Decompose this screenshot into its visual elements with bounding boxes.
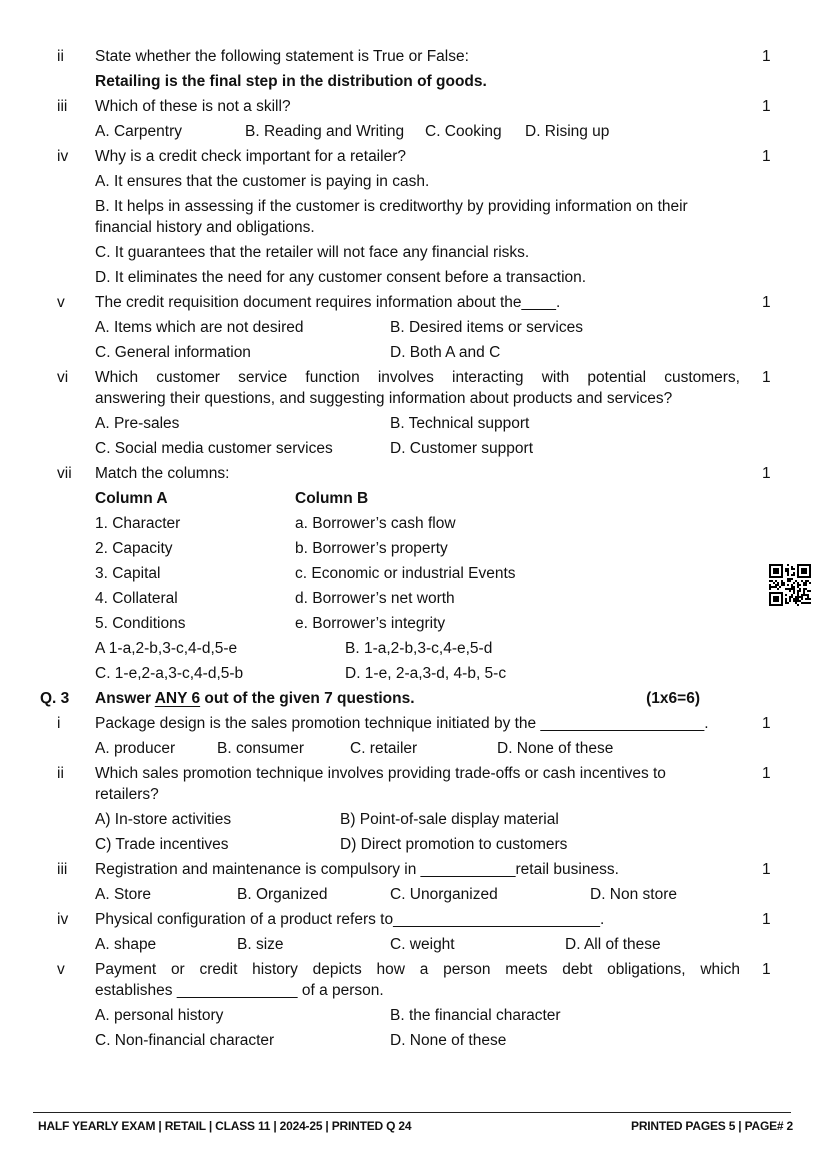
option-item: B. Technical support xyxy=(390,415,530,432)
question-text xyxy=(95,146,762,167)
option-item: C. weight xyxy=(390,936,455,953)
option-item: B. Organized xyxy=(237,886,328,903)
question-text xyxy=(95,96,762,117)
options-row xyxy=(40,563,792,584)
marks-scheme: (1x6=6) xyxy=(646,690,700,707)
answer-line xyxy=(40,71,792,92)
question-text xyxy=(95,638,762,659)
marks-value: 1 xyxy=(762,715,771,732)
question-text xyxy=(95,242,762,263)
question-text xyxy=(95,563,762,584)
question-text xyxy=(95,196,762,238)
footer-divider xyxy=(33,1112,791,1113)
question-number: vii xyxy=(57,465,72,482)
option-item: B) Point-of-sale display material xyxy=(340,811,559,828)
text-line: State whether the following statement is True or False: xyxy=(95,48,469,65)
marks-value: 1 xyxy=(762,911,771,928)
option-item: C. Non-financial character xyxy=(95,1032,275,1049)
options-row xyxy=(40,121,792,142)
options-row xyxy=(40,934,792,955)
option-item: C. Cooking xyxy=(425,123,502,140)
question-number: v xyxy=(57,294,65,311)
question-text xyxy=(95,809,762,830)
question-text xyxy=(95,438,762,459)
question-text xyxy=(95,738,762,759)
text-line: answering their questions, and suggesting information about products and services? xyxy=(95,390,673,407)
question-number: iv xyxy=(57,911,69,928)
question-text xyxy=(95,267,762,288)
marks-value: 1 xyxy=(762,961,771,978)
option-item: B. the financial character xyxy=(390,1007,561,1024)
question-number: ii xyxy=(57,48,64,65)
option-item: A. Store xyxy=(95,886,151,903)
question-text xyxy=(95,1005,762,1026)
options-row xyxy=(40,1030,792,1051)
text-line: Why is a credit check important for a retailer? xyxy=(95,148,406,165)
question-row xyxy=(40,292,792,313)
qr-code xyxy=(769,564,811,606)
question-number: iii xyxy=(57,98,68,115)
question-text xyxy=(95,763,762,805)
underlined-text: ANY 6 xyxy=(154,690,201,707)
marks-value: 1 xyxy=(762,98,771,115)
option-item: C. Social media customer services xyxy=(95,440,333,457)
question-row xyxy=(40,96,792,117)
question-text xyxy=(95,463,762,484)
option-item: D. Customer support xyxy=(390,440,533,457)
column-header: Column B xyxy=(295,490,369,507)
question-text xyxy=(95,1030,762,1051)
answer-line xyxy=(40,267,792,288)
options-row xyxy=(40,884,792,905)
question-number: vi xyxy=(57,369,69,386)
option-item: B. size xyxy=(237,936,284,953)
question-text xyxy=(95,342,762,363)
answer-line xyxy=(40,171,792,192)
marks-value: 1 xyxy=(762,765,771,782)
option-item: C. retailer xyxy=(350,740,418,757)
question-row xyxy=(40,367,792,409)
text-line: C. It guarantees that the retailer will not face any financial risks. xyxy=(95,244,530,261)
match-cell: b. Borrower’s property xyxy=(295,540,448,557)
options-row xyxy=(40,342,792,363)
question-row xyxy=(40,909,792,930)
question-text xyxy=(95,884,762,905)
option-item: D. None of these xyxy=(390,1032,507,1049)
marks-value: 1 xyxy=(762,465,771,482)
option-item: D. None of these xyxy=(497,740,614,757)
match-cell: a. Borrower’s cash flow xyxy=(295,515,456,532)
option-item: C. General information xyxy=(95,344,251,361)
options-row xyxy=(40,834,792,855)
question-text xyxy=(95,959,762,1001)
question-text xyxy=(95,834,762,855)
question-row xyxy=(40,463,792,484)
match-cell: 1. Character xyxy=(95,515,181,532)
option-item: B. Desired items or services xyxy=(390,319,583,336)
question-row xyxy=(40,713,792,734)
question-text xyxy=(95,367,762,409)
option-item: B. consumer xyxy=(217,740,305,757)
options-row xyxy=(40,413,792,434)
option-item: A. shape xyxy=(95,936,157,953)
match-cell: 4. Collateral xyxy=(95,590,178,607)
header-text: Answer xyxy=(95,690,155,707)
option-item: A. producer xyxy=(95,740,176,757)
section-header-row xyxy=(40,688,792,709)
option-item: C) Trade incentives xyxy=(95,836,229,853)
question-number: ii xyxy=(57,765,64,782)
options-row xyxy=(40,613,792,634)
answer-line xyxy=(40,196,792,238)
text-line: Which customer service function involves interacting with potential customers, xyxy=(95,369,740,386)
question-text xyxy=(95,46,762,67)
text-line: B. It helps in assessing if the customer is creditworthy by providing information on their xyxy=(95,198,688,215)
question-text xyxy=(95,121,762,142)
text-line: Retailing is the final step in the distribution of goods. xyxy=(95,73,487,90)
option-item: A) In-store activities xyxy=(95,811,232,828)
options-row xyxy=(40,738,792,759)
question-text xyxy=(95,413,762,434)
marks-value: 1 xyxy=(762,48,771,65)
question-number: iii xyxy=(57,861,68,878)
option-item: D. Both A and C xyxy=(390,344,501,361)
options-row xyxy=(40,588,792,609)
question-text xyxy=(95,588,762,609)
text-line: Payment or credit history depicts how a person meets debt obligations, which xyxy=(95,961,740,978)
question-rows xyxy=(40,46,792,1055)
question-row xyxy=(40,146,792,167)
option-item: A. personal history xyxy=(95,1007,224,1024)
question-text xyxy=(95,688,762,709)
question-text xyxy=(95,71,762,92)
option-item: D. 1-e, 2-a,3-d, 4-b, 5-c xyxy=(345,665,507,682)
option-item: A. Items which are not desired xyxy=(95,319,304,336)
text-line: The credit requisition document requires information about the____. xyxy=(95,294,561,311)
question-number: v xyxy=(57,961,65,978)
question-text xyxy=(95,513,762,534)
question-text xyxy=(95,859,762,880)
footer-exam-info: HALF YEARLY EXAM | RETAIL | CLASS 11 | 2024-25 | PRINTED Q 24 xyxy=(38,1119,412,1133)
options-row xyxy=(40,638,792,659)
question-row xyxy=(40,46,792,67)
text-line: D. It eliminates the need for any customer consent before a transaction. xyxy=(95,269,587,286)
option-item: B. 1-a,2-b,3-c,4-e,5-d xyxy=(345,640,493,657)
match-cell: e. Borrower’s integrity xyxy=(295,615,446,632)
question-text xyxy=(95,613,762,634)
question-row xyxy=(40,959,792,1001)
text-line: financial history and obligations. xyxy=(95,219,315,236)
option-item: A 1-a,2-b,3-c,4-d,5-e xyxy=(95,640,238,657)
options-row xyxy=(40,663,792,684)
match-cell: c. Economic or industrial Events xyxy=(295,565,516,582)
question-text xyxy=(95,663,762,684)
column-header: Column A xyxy=(95,490,168,507)
option-item: A. Carpentry xyxy=(95,123,183,140)
option-item: D. All of these xyxy=(565,936,661,953)
options-row xyxy=(40,438,792,459)
option-item: B. Reading and Writing xyxy=(245,123,405,140)
option-item: D) Direct promotion to customers xyxy=(340,836,568,853)
option-item: C. 1-e,2-a,3-c,4-d,5-b xyxy=(95,665,244,682)
options-row xyxy=(40,538,792,559)
question-row xyxy=(40,763,792,805)
footer-page-info: PRINTED PAGES 5 | PAGE# 2 xyxy=(631,1119,793,1133)
match-cell: d. Borrower’s net worth xyxy=(295,590,455,607)
options-row xyxy=(40,513,792,534)
marks-value: 1 xyxy=(762,369,771,386)
text-line: Match the columns: xyxy=(95,465,230,482)
question-text xyxy=(95,934,762,955)
question-text xyxy=(95,292,762,313)
question-text xyxy=(95,713,762,734)
options-row xyxy=(40,317,792,338)
text-line: Registration and maintenance is compulsory in ___________retail business. xyxy=(95,861,619,878)
question-number: iv xyxy=(57,148,69,165)
match-cell: 3. Capital xyxy=(95,565,161,582)
question-text xyxy=(95,909,762,930)
option-item: C. Unorganized xyxy=(390,886,498,903)
text-line: retailers? xyxy=(95,786,159,803)
text-line: Package design is the sales promotion technique initiated by the ___________________. xyxy=(95,715,709,732)
question-text xyxy=(95,317,762,338)
options-row xyxy=(40,809,792,830)
text-line: A. It ensures that the customer is paying in cash. xyxy=(95,173,430,190)
option-item: D. Non store xyxy=(590,886,678,903)
question-text xyxy=(95,488,762,509)
options-row xyxy=(40,488,792,509)
match-cell: 5. Conditions xyxy=(95,615,186,632)
text-line: Physical configuration of a product refers to________________________. xyxy=(95,911,605,928)
question-number: Q. 3 xyxy=(40,690,70,707)
question-number: i xyxy=(57,715,61,732)
marks-value: 1 xyxy=(762,148,771,165)
option-item: D. Rising up xyxy=(525,123,610,140)
text-line: establishes ______________ of a person. xyxy=(95,982,384,999)
header-text: out of the given 7 questions. xyxy=(200,690,415,707)
marks-value: 1 xyxy=(762,294,771,311)
answer-line xyxy=(40,242,792,263)
question-text xyxy=(95,171,762,192)
text-line: Which of these is not a skill? xyxy=(95,98,291,115)
option-item: A. Pre-sales xyxy=(95,415,180,432)
question-row xyxy=(40,859,792,880)
options-row xyxy=(40,1005,792,1026)
marks-value: 1 xyxy=(762,861,771,878)
question-text xyxy=(95,538,762,559)
match-cell: 2. Capacity xyxy=(95,540,173,557)
text-line: Which sales promotion technique involves providing trade-offs or cash incentives to xyxy=(95,765,666,782)
